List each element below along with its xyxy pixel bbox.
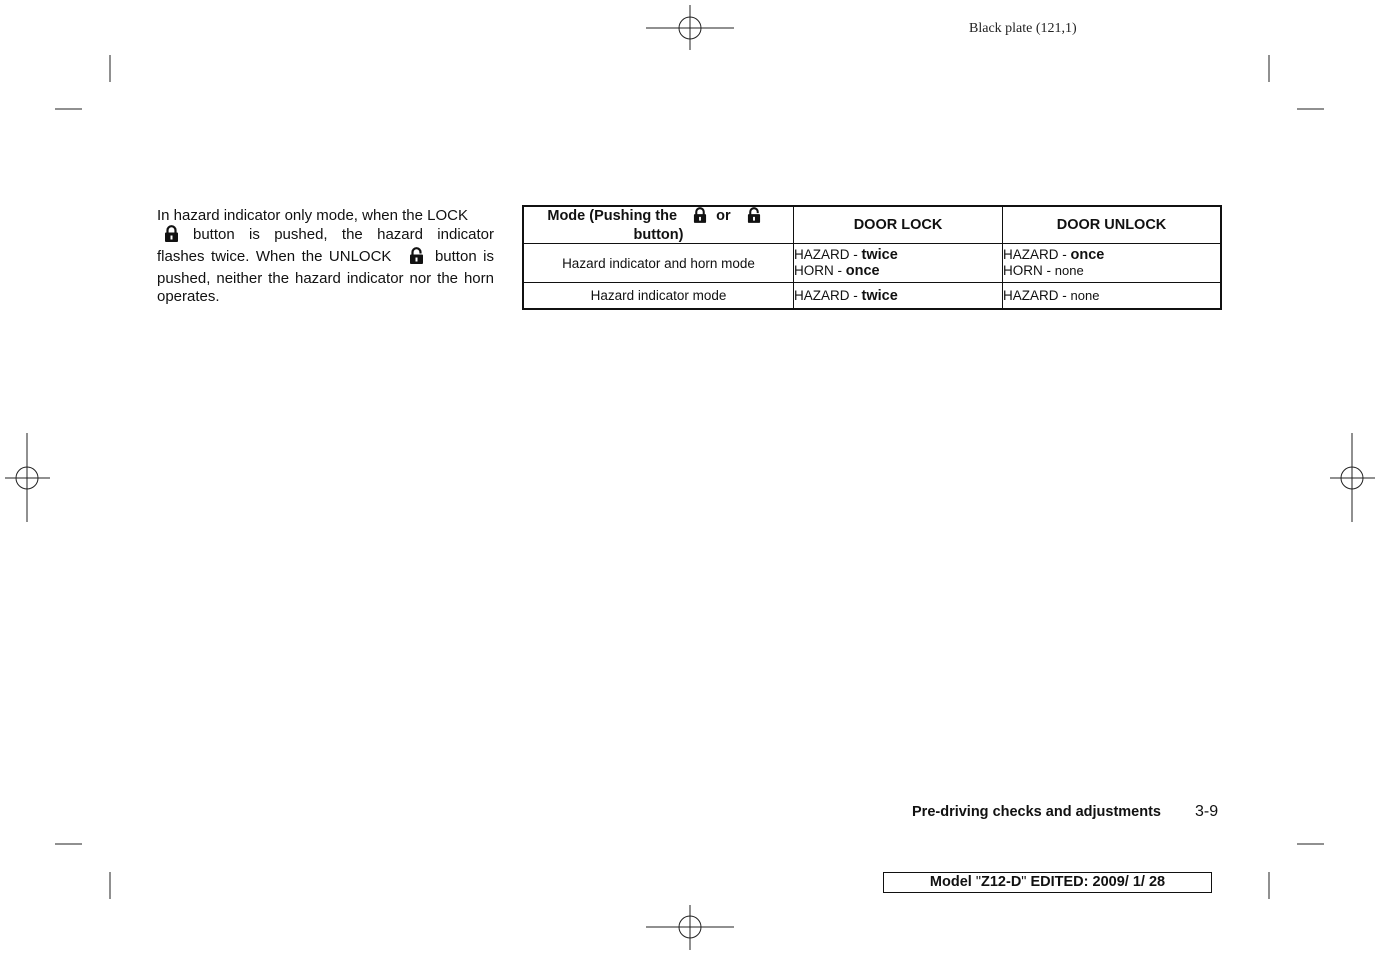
- page-number: 3-9: [1195, 803, 1219, 820]
- lock-icon: [164, 225, 179, 247]
- table-header-row: [523, 206, 1221, 244]
- model-edition-box: Model "Z12-D" EDITED: 2009/ 1/ 28: [883, 872, 1212, 893]
- mode-cell: Hazard indicator and horn mode: [523, 244, 794, 283]
- mode-column-header: Mode (Pushing the or button): [523, 206, 794, 244]
- section-title: Pre-driving checks and adjustments: [912, 804, 1161, 820]
- door-unlock-header: DOOR UNLOCK: [1003, 206, 1222, 244]
- door-lock-header: DOOR LOCK: [794, 206, 1003, 244]
- door-unlock-cell: HAZARD - once HORN - none: [1003, 244, 1222, 283]
- table-row: [523, 283, 1221, 310]
- mode-cell: Hazard indicator mode: [523, 283, 794, 310]
- door-unlock-cell: HAZARD - none: [1003, 283, 1222, 310]
- unlock-icon: [747, 207, 761, 227]
- paragraph-text-1: In hazard indicator only mode, when the LOCK: [157, 207, 469, 224]
- mode-table: [522, 205, 1222, 310]
- door-lock-cell: HAZARD - twice HORN - once: [794, 244, 1003, 283]
- table-row: [523, 244, 1221, 283]
- paragraph-text-2: button is pushed, the hazard indicator flashes twice. When the UNLOCK: [157, 226, 494, 266]
- door-lock-cell: HAZARD - twice: [794, 283, 1003, 310]
- paragraph-text-3: button is pushed, neither the hazard indicator nor the horn operates.: [157, 248, 494, 305]
- lock-icon: [693, 207, 707, 227]
- unlock-icon: [409, 247, 424, 269]
- plate-label: Black plate (121,1): [969, 21, 1077, 36]
- hazard-mode-paragraph: [157, 207, 494, 306]
